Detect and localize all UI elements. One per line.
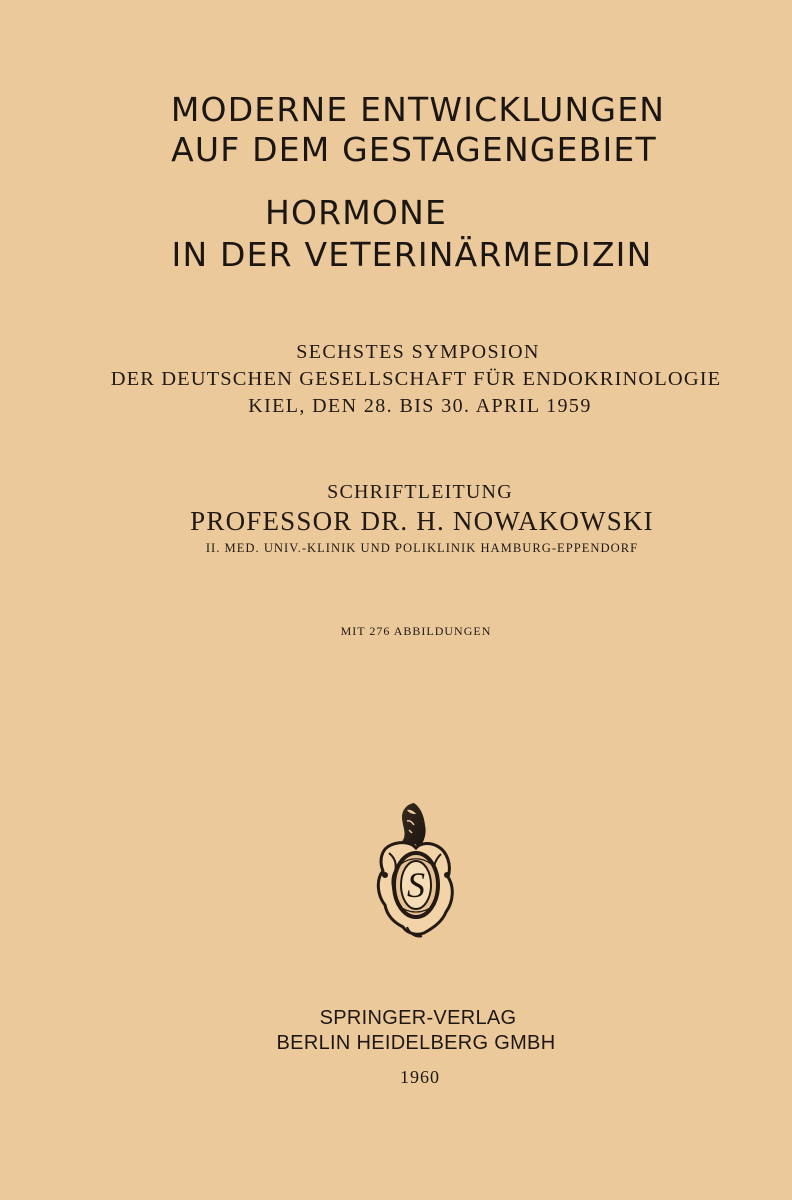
svg-text:S: S — [407, 865, 425, 905]
publisher-name: SPRINGER-VERLAG — [319, 1007, 517, 1029]
editor-name: PROFESSOR DR. H. NOWAKOWSKI — [190, 506, 654, 536]
title-line-2: AUF DEM GESTAGENGEBIET — [171, 130, 657, 169]
publication-year: 1960 — [400, 1067, 440, 1087]
symposium-line-1: SECHSTES SYMPOSION — [296, 341, 540, 363]
symposium-line-3: KIEL, DEN 28. BIS 30. APRIL 1959 — [248, 395, 592, 417]
springer-knight-logo-icon — [371, 795, 461, 945]
illustrations-note: MIT 276 ABBILDUNGEN — [340, 624, 492, 638]
symposium-line-2: DER DEUTSCHEN GESELLSCHAFT FÜR ENDOKRINOLOGIE — [110, 368, 722, 390]
title-line-3: HORMONE — [264, 193, 448, 232]
publisher-location: BERLIN HEIDELBERG GMBH — [276, 1032, 556, 1054]
title-line-1: MODERNE ENTWICKLUNGEN — [170, 90, 666, 129]
title-line-4: IN DER VETERINÄRMEDIZIN — [171, 235, 653, 274]
editor-affiliation: II. MED. UNIV.-KLINIK UND POLIKLINIK HAMBURG-EPPENDORF — [205, 541, 639, 555]
editorship-label: SCHRIFTLEITUNG — [327, 481, 513, 503]
